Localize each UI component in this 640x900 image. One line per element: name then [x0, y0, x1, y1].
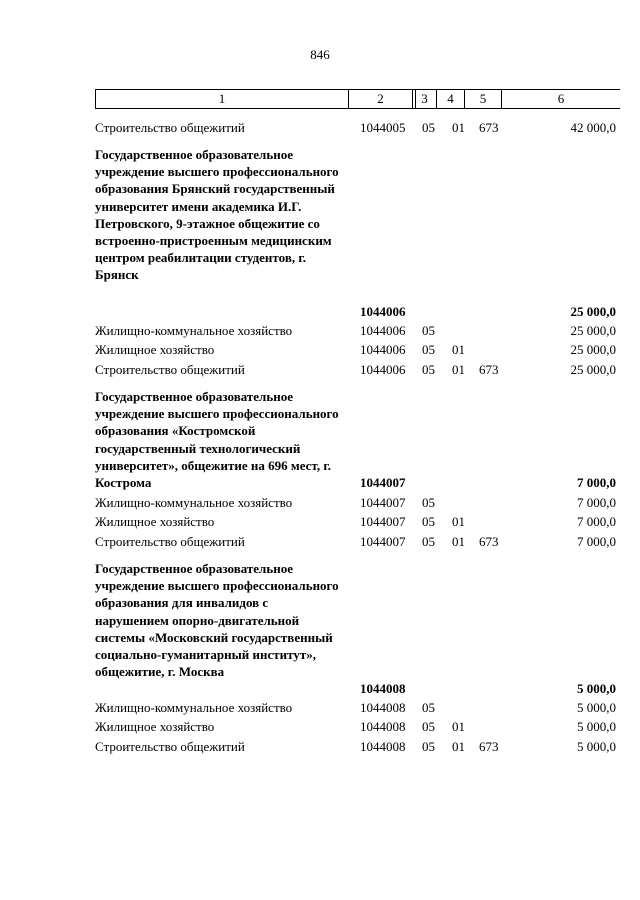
row-expense-type: 673 — [479, 120, 499, 135]
row-amount: 5 000,0 — [577, 719, 616, 734]
row-section: 05 — [422, 534, 435, 549]
row-amount: 25 000,0 — [570, 362, 616, 377]
row-code: 1044008 — [360, 739, 406, 754]
row-code: 1044007 — [360, 534, 406, 549]
row-name: Строительство общежитий — [95, 739, 245, 754]
row-subsection: 01 — [452, 362, 465, 377]
row-amount: 5 000,0 — [577, 739, 616, 754]
row-name: Жилищное хозяйство — [95, 719, 215, 734]
row-code: 1044006 — [360, 342, 406, 357]
row-amount: 25 000,0 — [570, 304, 616, 319]
row-amount: 5 000,0 — [577, 700, 616, 715]
header-col-4: 4 — [436, 90, 464, 108]
row-name: Государственное образовательное учреждение высшего профессионального образования «Костромской государственный технологический университет», общежитие на 696 мест, г. Кострома — [95, 389, 339, 491]
row-subsection: 01 — [452, 719, 465, 734]
row-section: 05 — [422, 495, 435, 510]
row-name: Жилищно-коммунальное хозяйство — [95, 495, 293, 510]
row-name: Жилищное хозяйство — [95, 342, 215, 357]
row-name: Жилищно-коммунальное хозяйство — [95, 323, 293, 338]
row-code: 1044008 — [360, 700, 406, 715]
header-col-6: 6 — [501, 90, 620, 108]
row-amount: 7 000,0 — [577, 475, 616, 490]
row-code: 1044006 — [360, 304, 406, 319]
header-col-2: 2 — [348, 90, 412, 108]
row-expense-type: 673 — [479, 534, 499, 549]
row-amount: 7 000,0 — [577, 495, 616, 510]
page-number: 846 — [310, 47, 330, 62]
row-subsection: 01 — [452, 739, 465, 754]
row-amount: 25 000,0 — [570, 342, 616, 357]
row-section: 05 — [422, 514, 435, 529]
row-amount: 7 000,0 — [577, 534, 616, 549]
header-col-1: 1 — [95, 90, 348, 108]
header-col-3: 3 — [412, 90, 436, 108]
row-expense-type: 673 — [479, 362, 499, 377]
row-section: 05 — [422, 362, 435, 377]
row-amount: 5 000,0 — [577, 681, 616, 696]
row-code: 1044007 — [360, 514, 406, 529]
row-code: 1044007 — [360, 475, 406, 490]
row-code: 1044006 — [360, 323, 406, 338]
row-section: 05 — [422, 120, 435, 135]
row-name: Государственное образовательное учреждение высшего профессионального образования Брянский государственный университет имени академика И.Г. Петровского, 9-этажное общежитие со встроенно-пристроенным медицинским центром реабилитации студентов, г. Брянск — [95, 147, 339, 283]
row-subsection: 01 — [452, 534, 465, 549]
row-name: Строительство общежитий — [95, 534, 245, 549]
row-subsection: 01 — [452, 514, 465, 529]
row-code: 1044007 — [360, 495, 406, 510]
row-code: 1044005 — [360, 120, 406, 135]
row-section: 05 — [422, 323, 435, 338]
row-section: 05 — [422, 342, 435, 357]
row-section: 05 — [422, 739, 435, 754]
row-code: 1044008 — [360, 719, 406, 734]
row-name: Государственное образовательное учреждение высшего профессионального образования для инвалидов с нарушением опорно-двигательной системы «Московский государственный социально-гуманитарный институт», общежитие, г. Москва — [95, 561, 339, 680]
row-code: 1044008 — [360, 681, 406, 696]
row-expense-type: 673 — [479, 739, 499, 754]
row-name: Строительство общежитий — [95, 362, 245, 377]
row-amount: 7 000,0 — [577, 514, 616, 529]
row-name: Жилищное хозяйство — [95, 514, 215, 529]
row-name: Жилищно-коммунальное хозяйство — [95, 700, 293, 715]
row-amount: 42 000,0 — [570, 120, 616, 135]
row-section: 05 — [422, 700, 435, 715]
header-col-5: 5 — [464, 90, 501, 108]
row-subsection: 01 — [452, 342, 465, 357]
row-code: 1044006 — [360, 362, 406, 377]
row-amount: 25 000,0 — [570, 323, 616, 338]
row-subsection: 01 — [452, 120, 465, 135]
row-section: 05 — [422, 719, 435, 734]
row-name: Строительство общежитий — [95, 120, 245, 135]
